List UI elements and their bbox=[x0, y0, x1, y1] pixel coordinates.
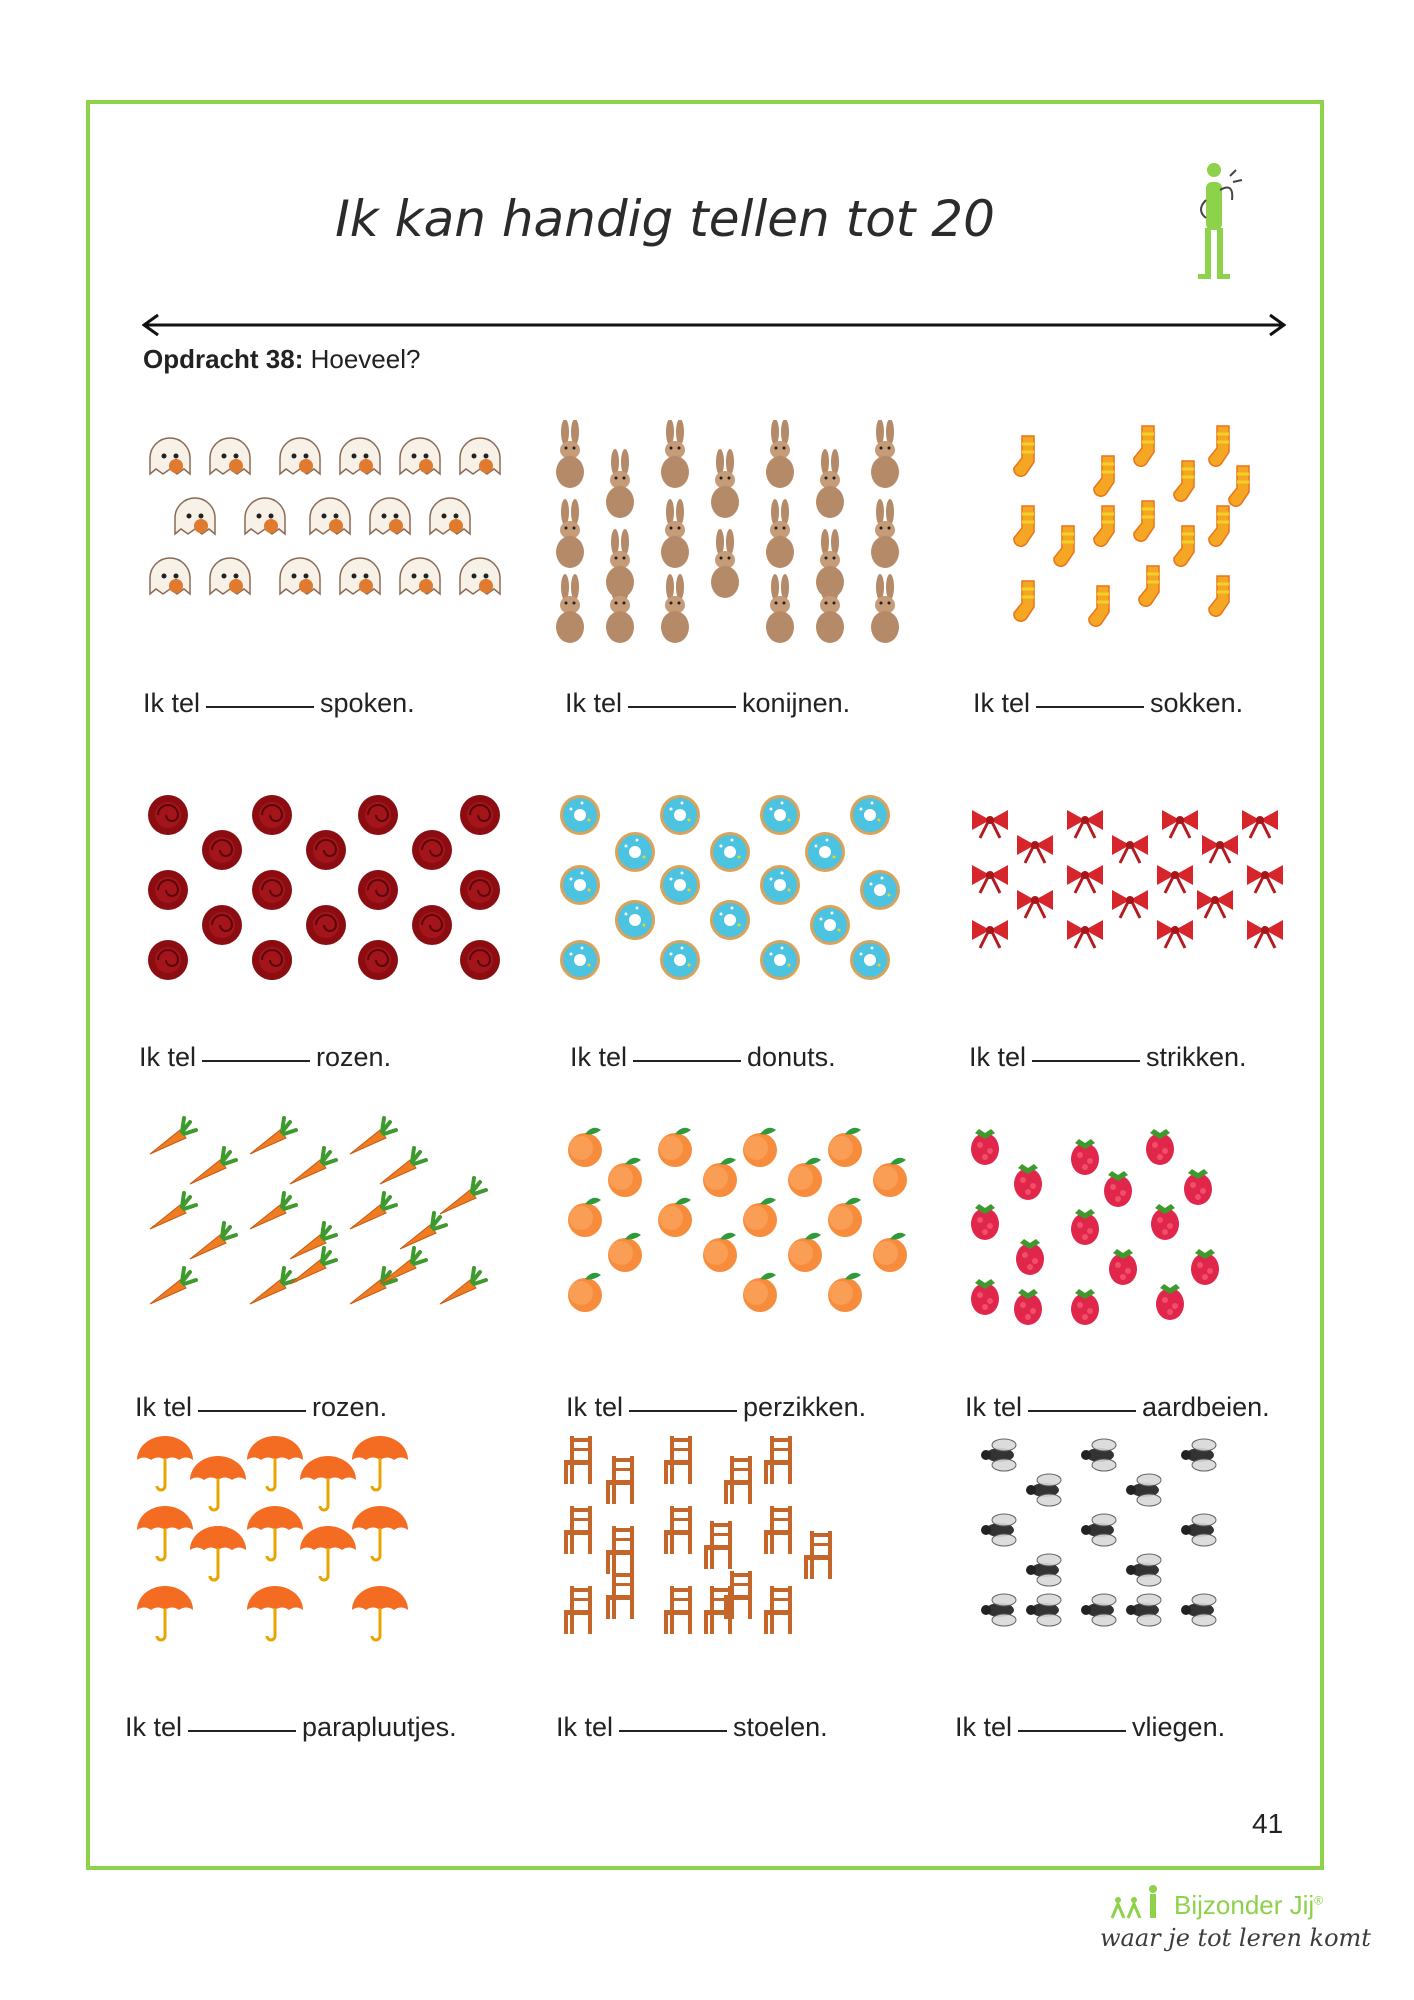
exercise-caption bbox=[969, 1042, 1247, 1073]
brand-name: Bijzonder Jij® bbox=[1174, 1890, 1324, 1920]
answer-blank[interactable] bbox=[202, 1060, 310, 1062]
answer-blank[interactable] bbox=[1028, 1410, 1136, 1412]
exercise-caption bbox=[566, 1392, 866, 1423]
peaches-group bbox=[550, 1115, 930, 1345]
caption-noun: rozen. bbox=[312, 1392, 388, 1422]
exercise-caption bbox=[125, 1712, 457, 1743]
caption-noun: perzikken. bbox=[743, 1392, 867, 1422]
exercise-caption bbox=[135, 1392, 387, 1423]
raspberries-group bbox=[960, 1115, 1340, 1345]
caption-noun: spoken. bbox=[320, 688, 415, 718]
answer-blank[interactable] bbox=[629, 1410, 737, 1412]
answer-blank[interactable] bbox=[619, 1730, 727, 1732]
caption-noun: sokken. bbox=[1150, 688, 1244, 718]
caption-noun: konijnen. bbox=[742, 688, 851, 718]
caption-noun: strikken. bbox=[1146, 1042, 1247, 1072]
chairs-group bbox=[550, 1430, 930, 1660]
exercise-caption bbox=[973, 688, 1243, 719]
answer-blank[interactable] bbox=[1032, 1060, 1140, 1062]
caption-prefix: Ik tel bbox=[139, 1042, 197, 1072]
exercise-caption bbox=[565, 688, 850, 719]
donuts-group bbox=[550, 790, 930, 1020]
caption-noun: vliegen. bbox=[1132, 1712, 1226, 1742]
exercise-caption bbox=[139, 1042, 391, 1073]
caption-prefix: Ik tel bbox=[143, 688, 201, 718]
caption-prefix: Ik tel bbox=[556, 1712, 614, 1742]
answer-blank[interactable] bbox=[633, 1060, 741, 1062]
caption-prefix: Ik tel bbox=[965, 1392, 1023, 1422]
exercise-caption bbox=[556, 1712, 828, 1743]
brand-tagline: waar je tot leren komt bbox=[1100, 1924, 1371, 1952]
answer-blank[interactable] bbox=[198, 1410, 306, 1412]
rabbits-group bbox=[550, 420, 930, 650]
socks-group bbox=[960, 420, 1340, 650]
answer-blank[interactable] bbox=[206, 706, 314, 708]
caption-noun: aardbeien. bbox=[1142, 1392, 1270, 1422]
answer-blank[interactable] bbox=[1036, 706, 1144, 708]
caption-prefix: Ik tel bbox=[973, 688, 1031, 718]
caption-prefix: Ik tel bbox=[135, 1392, 193, 1422]
exercise-caption bbox=[965, 1392, 1270, 1423]
caption-noun: rozen. bbox=[316, 1042, 392, 1072]
caption-noun: parapluutjes. bbox=[302, 1712, 457, 1742]
page-title: Ik kan handig tellen tot 20 bbox=[335, 190, 995, 248]
caption-prefix: Ik tel bbox=[969, 1042, 1027, 1072]
ghosts-group bbox=[140, 420, 520, 650]
task-question: Hoeveel? bbox=[310, 344, 421, 374]
flies-group bbox=[960, 1430, 1340, 1660]
exercise-caption bbox=[570, 1042, 836, 1073]
caption-prefix: Ik tel bbox=[566, 1392, 624, 1422]
task-instruction bbox=[143, 344, 420, 375]
roses-group bbox=[140, 790, 520, 1020]
caption-prefix: Ik tel bbox=[565, 688, 623, 718]
exercise-caption bbox=[143, 688, 415, 719]
caption-noun: stoelen. bbox=[733, 1712, 828, 1742]
double-arrow-divider bbox=[142, 313, 1286, 337]
bows-group bbox=[960, 790, 1340, 1020]
page-number: 41 bbox=[1252, 1808, 1284, 1839]
caption-prefix: Ik tel bbox=[955, 1712, 1013, 1742]
answer-blank[interactable] bbox=[628, 706, 736, 708]
umbrellas-group bbox=[130, 1430, 510, 1660]
caption-noun: donuts. bbox=[747, 1042, 836, 1072]
carrots-group bbox=[140, 1115, 520, 1345]
brand-logo-icon bbox=[1106, 1884, 1170, 1920]
mascot-icon bbox=[1186, 160, 1246, 282]
task-label: Opdracht 38: bbox=[143, 344, 304, 374]
answer-blank[interactable] bbox=[188, 1730, 296, 1732]
caption-prefix: Ik tel bbox=[125, 1712, 183, 1742]
caption-prefix: Ik tel bbox=[570, 1042, 628, 1072]
exercise-caption bbox=[955, 1712, 1225, 1743]
answer-blank[interactable] bbox=[1018, 1730, 1126, 1732]
